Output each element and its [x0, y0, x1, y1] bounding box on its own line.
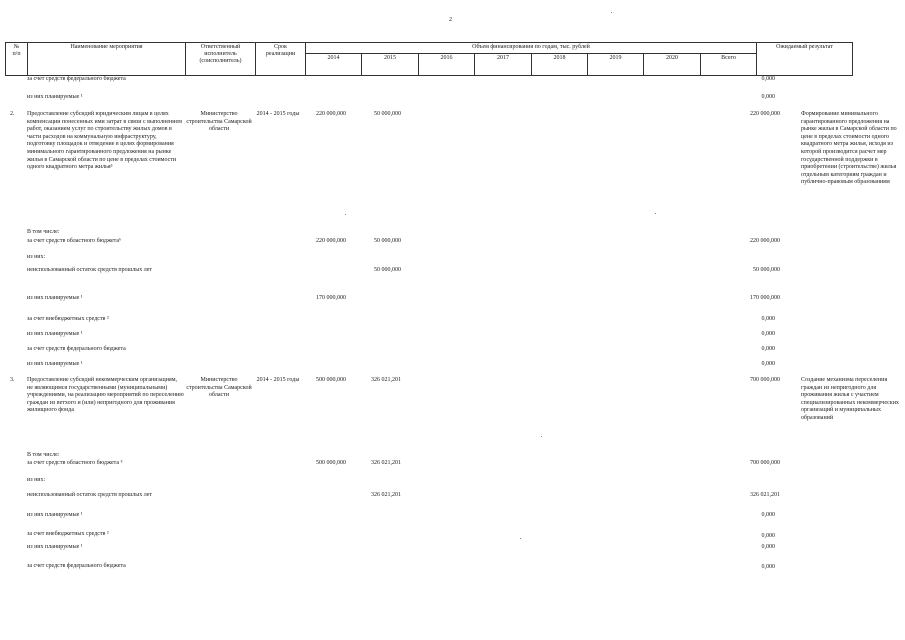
- row-total: 0,000: [761, 316, 775, 322]
- row-label: за счет средств федерального бюджета: [27, 76, 126, 82]
- row-label: из них:: [27, 254, 46, 260]
- header-year: 2016: [419, 54, 475, 76]
- item-total: 220 000,000: [750, 111, 780, 117]
- row-label: за счет средств федерального бюджета: [27, 563, 126, 569]
- row-total: 0,000: [761, 361, 775, 367]
- item-title: Предоставление субсидий некоммерческим организациям, не являющимся государственными (муниципальными) учреждениями, на реализацию мероприятий по переселению граждан из ветхого и (или) непригодного для проживания жилищного фонда: [27, 377, 184, 414]
- item-result: Формирование минимального гарантированного предложения на рынке жилья в Самарской области по цене в пределах стоимости одного квадратного метра жилья, исходя из которой производится расчет мер государственной поддержки в приобретении (строительстве) жилья отдельным категориям граждан и публично-правовым образованиям: [801, 111, 897, 186]
- row-total: 0,000: [761, 533, 775, 539]
- item-responsible: Министерство строительства Самарской области: [186, 111, 252, 133]
- row-label: за счет средств федерального бюджета: [27, 346, 126, 352]
- scan-speck: [520, 538, 521, 539]
- item-result: Создание механизма переселения граждан из непригодного для проживания жилья с участием специализированных некоммерческих организаций и муниципальных образований: [801, 377, 899, 421]
- row-label: В том числе:: [27, 452, 60, 458]
- row-label: за счет внебюджетных средств ²: [27, 316, 109, 322]
- header-total: Всего: [701, 54, 757, 76]
- header-result: Ожидаемый результат: [757, 43, 853, 76]
- row-total: 50 000,000: [753, 267, 780, 273]
- header-name: Наименование мероприятия: [28, 43, 186, 76]
- row-label: из них планируемые ¹: [27, 295, 83, 301]
- item-title: Предоставление субсидий юридическим лицам в целях компенсации понесенных ими затрат в связи с выполнением работ, оказанием услуг по строительству жилых домов в части расходов на коммунальную инфраструктуру, подготовку площадок и отведение в целях формирования минимального гарантированного предложения на рынке жилья в Самарской области по цене в пределах стоимости одного квадратного метра жилья³: [27, 111, 182, 171]
- header-year: 2018: [532, 54, 588, 76]
- row-label: за счет средств областного бюджета⁶: [27, 238, 122, 244]
- row-2015: 50 000,000: [374, 238, 401, 244]
- row-2015: 50 000,000: [374, 267, 401, 273]
- item-term: 2014 - 2015 годы: [256, 111, 300, 117]
- row-total: 0,000: [761, 346, 775, 352]
- header-term: Срок реализации: [256, 43, 306, 76]
- item-2014: 500 000,000: [316, 377, 346, 383]
- table-header: [5, 42, 853, 76]
- row-total: 0,000: [761, 564, 775, 570]
- row-2015: 326 021,201: [371, 460, 401, 466]
- row-label: неиспользованный остаток средств прошлых лет: [27, 267, 153, 273]
- row-total: 220 000,000: [750, 238, 780, 244]
- row-label: неиспользованный остаток средств прошлых лет: [27, 492, 153, 498]
- row-2014: 220 000,000: [316, 238, 346, 244]
- header-volume: Объем финансирования по годам, тыс. рублей: [306, 43, 757, 54]
- row-label: из них планируемые ¹: [27, 512, 83, 518]
- page-number: 2: [449, 17, 452, 23]
- scan-speck: [345, 214, 346, 215]
- row-label: из них планируемые ¹: [27, 544, 83, 550]
- header-year: 2015: [362, 54, 419, 76]
- scan-speck: [541, 436, 542, 437]
- item-2015: 326 021,201: [371, 377, 401, 383]
- item-2015: 50 000,000: [374, 111, 401, 117]
- row-total: 0,000: [761, 512, 775, 518]
- header-no: № п/п: [6, 43, 28, 76]
- item-number: 2.: [10, 111, 15, 117]
- row-2014: 170 000,000: [316, 295, 346, 301]
- row-label: из них планируемые ¹: [27, 331, 83, 337]
- row-total: 170 000,000: [750, 295, 780, 301]
- header-responsible: Ответственный исполнитель (соисполнитель): [186, 43, 256, 76]
- row-total: 326 021,201: [750, 492, 780, 498]
- row-total: 0,000: [761, 94, 775, 100]
- item-number: 3.: [10, 377, 15, 383]
- row-total: 700 000,000: [750, 460, 780, 466]
- row-total: 0,000: [761, 331, 775, 337]
- row-label: из них:: [27, 477, 46, 483]
- item-term: 2014 - 2015 годы: [256, 377, 300, 383]
- item-total: 700 000,000: [750, 377, 780, 383]
- header-year: 2014: [306, 54, 362, 76]
- header-year: 2019: [588, 54, 644, 76]
- item-responsible: Министерство строительства Самарской области: [186, 377, 252, 399]
- row-2014: 500 000,000: [316, 460, 346, 466]
- header-year: 2020: [644, 54, 701, 76]
- row-2015: 326 021,201: [371, 492, 401, 498]
- row-total: 0,000: [761, 76, 775, 82]
- row-label: за счет внебюджетных средств ²: [27, 531, 109, 537]
- row-label: из них планируемые ¹: [27, 94, 83, 100]
- scan-speck: [655, 213, 656, 214]
- item-2014: 220 000,000: [316, 111, 346, 117]
- row-label: за счет средств областного бюджета ⁵: [27, 460, 123, 466]
- row-label: из них планируемые ¹: [27, 361, 83, 367]
- row-label: В том числе:: [27, 229, 60, 235]
- header-year: 2017: [475, 54, 532, 76]
- row-total: 0,000: [761, 544, 775, 550]
- scan-speck: [611, 12, 612, 13]
